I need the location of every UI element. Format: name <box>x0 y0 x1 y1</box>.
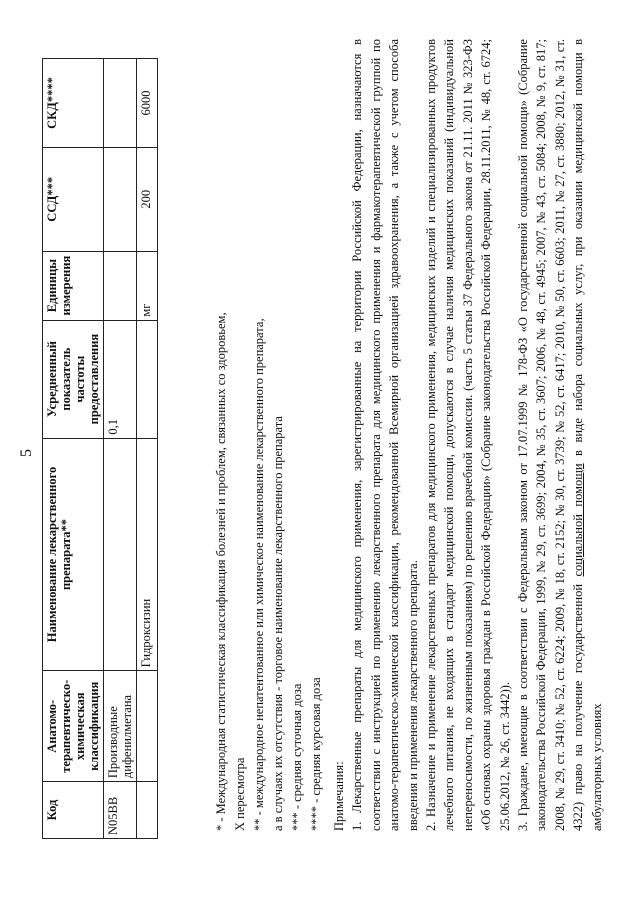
table-row <box>137 59 158 839</box>
footnote-sdd: *** - средняя суточная доза <box>290 683 304 831</box>
cell-skd: 6000 <box>137 59 158 148</box>
footnote-icd: * - Международная статистическая классификация болезней и проблем, связанных со здоровьем, X пересмотра <box>214 312 247 831</box>
drug-standard-table <box>42 58 158 839</box>
cell-drug-name: Гидроксизин <box>137 438 158 671</box>
cell-skd <box>104 59 137 148</box>
header-unit: Единицы измерения <box>43 251 104 320</box>
header-frequency: Усредненный показатель частоты предоставления <box>43 320 104 438</box>
header-drug-name: Наименование лекарственного препарата** <box>43 438 104 671</box>
header-sdd: ССД*** <box>43 148 104 251</box>
cell-frequency: 0,1 <box>104 320 137 438</box>
footnote-skd: **** - средняя курсовая доза <box>309 677 323 831</box>
header-code: Код <box>43 782 104 839</box>
notes-heading: Примечания: <box>332 761 346 831</box>
cell-unit: мг <box>137 251 158 320</box>
header-skd: СКД**** <box>43 59 104 148</box>
cell-atc-class <box>137 671 158 782</box>
notes-section <box>330 39 606 831</box>
cell-atc-class: Производные дифенилметана <box>104 671 137 782</box>
cell-sdd <box>104 148 137 251</box>
note-2: 2. Назначение и применение лекарственных препаратов для медицинского применения, медицинских изделий и специализированных продуктов лечебного питания, не входящих в стандарт медицинской помощи, допускаются в случае наличия медицинских показаний (индивидуальной непереносимости, по жизненным показаниям) по решению врачебной комиссии. (часть 5 статьи 37 Федерального закона от 21.11. 2011 № 323-ФЗ «Об основах охраны здоровья граждан в Российской Федерации» (Собрание законодательства Российской Федерации, 28.11.2011, № 48, ст. 6724; 25.06.2012, № 26, ст. 3442)). <box>424 39 512 831</box>
note-3-underlined: социальной помощи <box>571 463 586 577</box>
footnote-drug-name: ** - международное непатентованное или химическое наименование лекарственного препарата, а в случаях их отсутствия - торговое наименование лекарственного препарата <box>252 318 285 831</box>
cell-unit <box>104 251 137 320</box>
cell-code: N05BB <box>104 782 137 839</box>
header-atc-class: Анатомо-терапевтическо-химическая классификация <box>43 671 104 782</box>
cell-frequency <box>137 320 158 438</box>
cell-code <box>137 782 158 839</box>
footnotes <box>212 311 326 831</box>
note-1: 1. Лекарственные препараты для медицинского применения, зарегистрированные на территории Российской Федерации, назначаются в соответствии с инструкцией по применению лекарственного препарата для медицинского применения и фармакотерапевтической группой по анатомо-терапевтическо-химической классификации, рекомендованной Всемирной организацией здравоохранения, а также с учетом способа введения и применения лекарственного препарата. <box>350 39 420 831</box>
table-row <box>104 59 137 839</box>
page-number: 5 <box>18 449 35 457</box>
cell-sdd: 200 <box>137 148 158 251</box>
note-3 <box>514 39 606 831</box>
table-header-row <box>43 59 104 839</box>
note-3-tail: в виде набора социальных услуг, при оказании медицинской помощи в амбулаторных условиях <box>571 39 604 831</box>
cell-drug-name <box>104 438 137 671</box>
note-3-main: 3. Граждане, имеющие в соответствии с Федеральным законом от 17.07.1999 № 178-ФЗ «О государственной социальной помощи» (Собрание законодательства Российской Федерации, 1999, № 29, ст. 3699; 2004, № 35, ст. 3607; 2006, № 48, ст. 4945; 2007, № 43, ст. 5084; 2008, № 9, ст. 817; 2008, № 29, ст. 3410; № 52, ст. 6224; 2009, № 18, ст. 2152; № 30, ст. 3739; № 52, ст. 6417; 2010, № 50, ст. 6603; 2011, № 27, ст. 3880; 2012, № 31, ст. 4322) право на получение государственной <box>516 39 586 831</box>
